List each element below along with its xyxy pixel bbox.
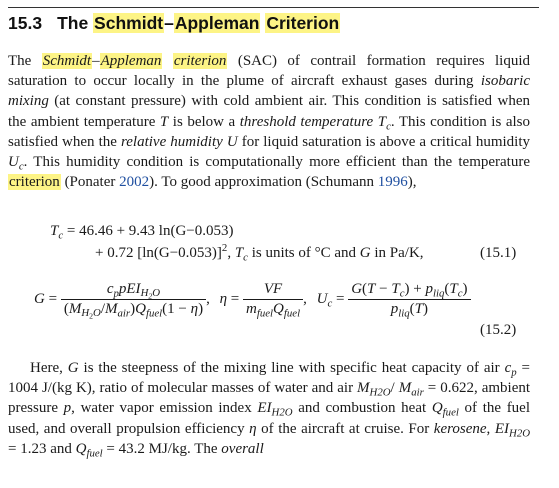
var-p: p	[63, 400, 72, 417]
term-kerosene: kerosene	[433, 420, 487, 437]
text: ,	[486, 420, 495, 437]
text: (Ponater	[60, 174, 120, 191]
highlight-appleman: Appleman	[100, 53, 162, 69]
top-rule	[8, 7, 539, 8]
eq-sup: 2	[221, 242, 228, 255]
sub-c: c	[386, 120, 391, 133]
section-title-schmidt: Schmidt	[94, 13, 164, 33]
citation-ponater-2002[interactable]: 2002	[119, 174, 150, 191]
text: . This humidity condition is computationally more efficient than the temperature	[23, 154, 530, 171]
fraction-G: $\frac{c_ppEI_{H_2O}}{(M_{H_2O}/M_{air})Q_{fuel}(1 - \eta)}$	[61, 280, 206, 319]
term-isobaric-mixing: isobaric mixing	[8, 73, 530, 110]
highlight-criterion: criterion	[173, 53, 227, 69]
text: ). To good approximation (Schumann	[149, 174, 378, 191]
eq-text: = 46.46 + 9.43 ln(G−0.053)	[66, 223, 234, 239]
section-title-criterion: Criterion	[266, 13, 340, 33]
text: = 1.23 and	[8, 440, 76, 457]
equation-15-1-line2: + 0.72 $[\ln(G-0.053)]^2$, $T_c$ is units of °C and G in Pa/K,	[95, 242, 424, 264]
section-title-appleman: Appleman	[174, 13, 260, 33]
text: and combustion heat	[292, 400, 432, 417]
term-threshold-temperature: threshold temperature	[239, 113, 374, 130]
equation-15-1-line1: $T_c = 46.46 + 9.43$ ln(G−0.053)	[50, 223, 234, 242]
highlight-criterion-2: criterion	[9, 174, 60, 191]
dash: –	[92, 53, 100, 69]
text: . This condition is also satisfied when the	[8, 113, 531, 150]
eq-text: in Pa/K,	[370, 245, 424, 261]
paragraph-definitions: Here, G is the steepness of the mixing line with specific heat capacity of air $c_p = 1004$ J/(kg K), ratio of molecular masses of water and air $M_{H2O}/$ $M_{air} = 0.622$, ambient pressure p, water vapor emission index $EI_{H2O}$ and combustion heat $Q_{fuel}$ of the fuel used, and overall propulsion efficiency η of the aircraft at cruise. For kerosene, $EI_{H2O} = 1.23$ and $Q_{fuel} = 43.2$ MJ/kg. The overall	[8, 360, 531, 460]
eq-text: + 0.72 [ln(G−0.053)]	[95, 245, 222, 261]
text: of the aircraft at cruise. For	[256, 420, 434, 437]
text: ),	[407, 174, 417, 191]
text: = 43.2 MJ/kg. The	[102, 440, 222, 457]
var-Tc: T	[377, 113, 387, 130]
var-G: G	[67, 360, 79, 376]
text: is the steepness of the mixing line with specific heat capacity of air	[78, 360, 505, 376]
text: (SAC) of contrail formation requires liquid saturation to occur locally in the plume of aircraft exhaust gases during	[8, 53, 530, 90]
text: for liquid saturation is above a critical humidity	[237, 133, 530, 150]
paragraph-intro: The Schmidt–Appleman criterion (SAC) of contrail formation requires liquid saturation to occur locally in the plume of aircraft exhaust gases during isobaric mixing (at constant pressure) with cold ambient air. This condition is satisfied when the ambient temperature T is below a threshold temperature $T_c$. This condition is also satisfied when the relative humidity U for liquid saturation is above a critical humidity $U_c$. This humidity condition is computationally more efficient than the temperature criterion (Ponater 2002). To good approximation (Schumann 1996),	[8, 53, 531, 191]
section-title-the: The	[57, 13, 94, 33]
text: of the fuel used, and overall propulsion efficiency	[8, 400, 531, 437]
term-overall: overall	[221, 440, 264, 457]
section-heading	[8, 10, 340, 36]
citation-schumann-1996[interactable]: 1996	[377, 174, 408, 191]
equation-number-15-1: (15.1)	[480, 245, 517, 261]
var-T: T	[159, 113, 169, 130]
fraction-eta: $\frac{VF}{m_{fuel}Q_{fuel}}$	[243, 280, 303, 319]
text: is below a	[168, 113, 240, 130]
var-Uc: U	[8, 154, 19, 171]
highlight-schmidt: Schmidt	[42, 53, 92, 69]
text: (at constant pressure) with cold ambient air. This condition is satisfied when the ambient temperature	[8, 93, 530, 130]
eq-text: ,	[227, 245, 235, 261]
var-eta: η	[249, 420, 257, 437]
text: = 1004 J/(kg K), ratio of molecular masses of water and air	[8, 360, 530, 397]
sub-c: c	[18, 160, 24, 173]
term-relative-humidity: relative humidity U	[120, 133, 238, 150]
eq-text: is units of °C and	[247, 245, 360, 261]
equation-15-2: G = $\frac{c_ppEI_{H_2O}}{(M_{H_2O}/M_{air})Q_{fuel}(1 - \eta)}$ , η = $\frac{VF}{m_{fuel}Q_{fuel}}$ , $U_c$ = $\frac{G(T - T_c) + p_{liq}(T_c)}{p_{liq}(T)}$	[34, 280, 471, 319]
equation-number-15-2: (15.2)	[480, 322, 517, 338]
section-title-dash: –	[164, 13, 174, 33]
text: Here,	[30, 360, 68, 376]
text: = 0.622, ambient pressure	[8, 380, 531, 417]
section-number: 15.3	[8, 13, 43, 33]
fraction-Uc: $\frac{G(T - T_c) + p_{liq}(T_c)}{p_{liq}(T)}$	[348, 280, 470, 319]
text: , water vapor emission index	[71, 400, 258, 417]
